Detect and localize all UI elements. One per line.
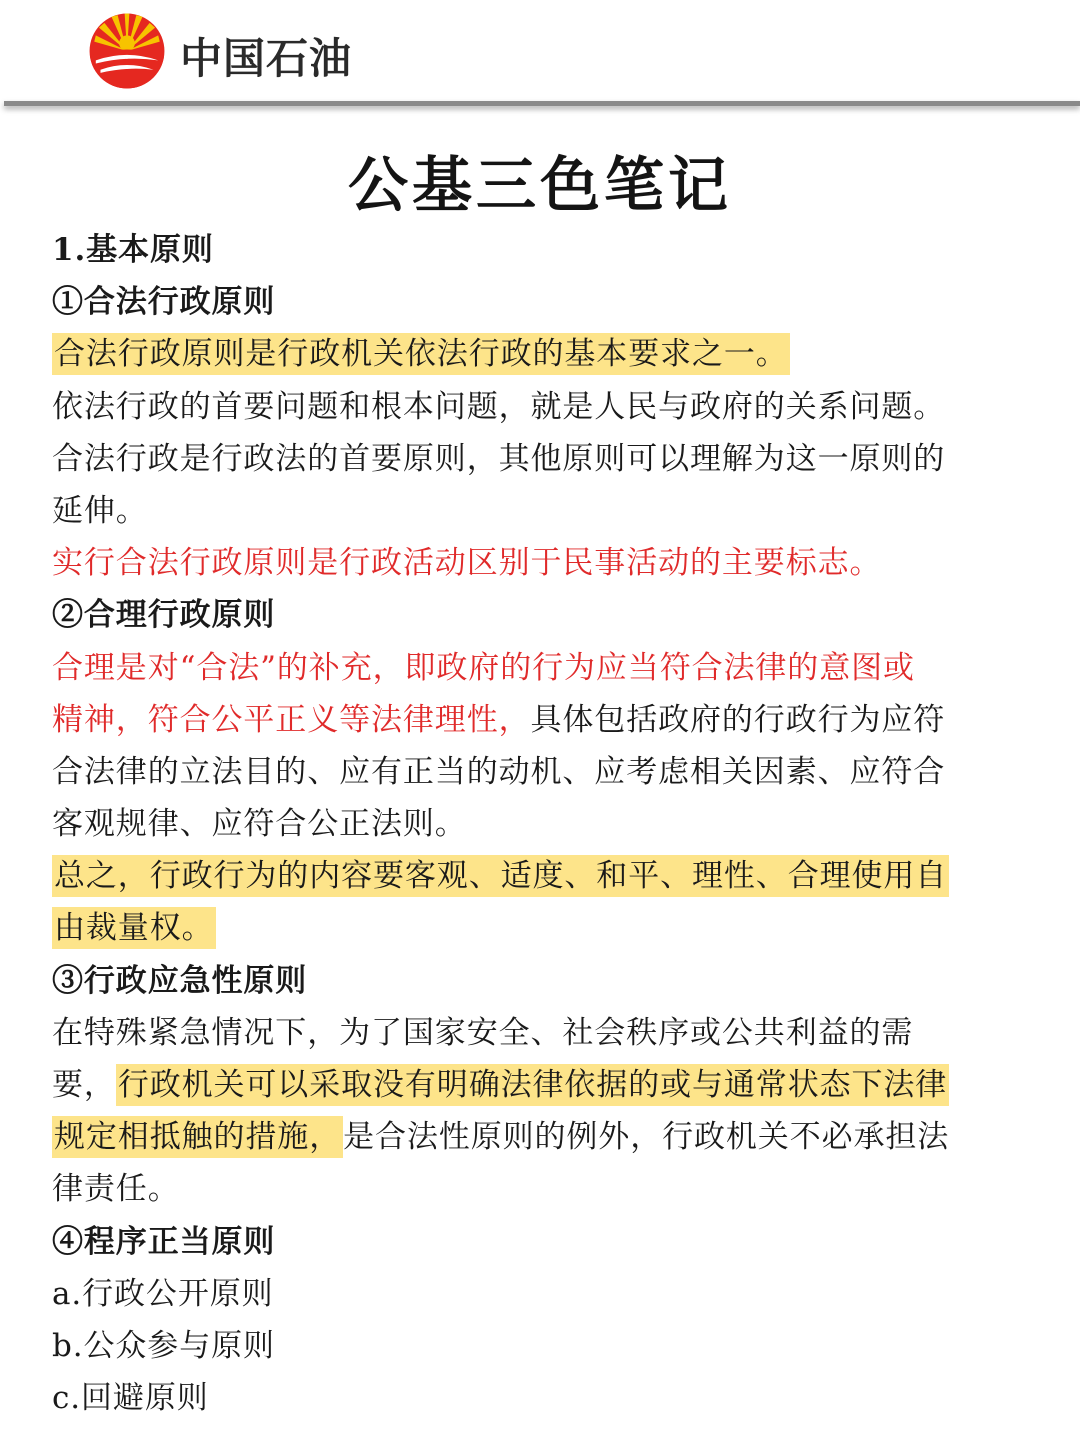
text-segment: 要， [52,1067,116,1103]
text-line [52,1111,1032,1163]
notes-content [52,224,1032,1424]
text-line: 合法行政是行政法的首要原则，其他原则可以理解为这一原则的 [52,440,946,477]
text-line: 在特殊紧急情况下，为了国家安全、社会秩序或公共利益的需 [52,1014,914,1051]
principle-heading-emergency: ③行政应急性原则 [52,962,308,999]
page-title: 公基三色笔记 [348,151,732,221]
red-key-point: 合理是对“合法”的补充，即政府的行为应当符合法律的意图或 [52,649,915,686]
text-line: 延伸。 [52,492,148,529]
red-key-point: 精神，符合公平正义等法律理性， [52,701,531,738]
principle-heading-legal: ①合法行政原则 [52,284,276,321]
brand-name: 中国石油 [180,34,353,83]
text-line: 合法律的立法目的、应有正当的动机、应考虑相关因素、应符合 [52,753,946,790]
text-line: 律责任。 [52,1171,180,1208]
text-segment: 具体包括政府的行政行为应符 [530,701,946,738]
text-line: 客观规律、应符合公正法则。 [52,806,467,843]
text-line [52,694,1032,746]
section-heading: 1.基本原则 [52,232,214,268]
header [0,0,1080,108]
highlight-emergency-measures: 规定相抵触的措施， [52,1116,343,1158]
highlight-summary: 由裁量权。 [52,907,216,949]
list-item: c.回避原则 [52,1380,209,1417]
text-line [52,1059,1032,1111]
petrochina-sun-logo-icon [88,12,166,90]
highlight-legal-basic: 合法行政原则是行政机关依法行政的基本要求之一。 [52,333,790,375]
list-item: b.公众参与原则 [52,1327,275,1364]
highlight-emergency-measures: 行政机关可以采取没有明确法律依据的或与通常状态下法律 [116,1064,949,1106]
principle-heading-reasonable: ②合理行政原则 [52,597,276,634]
highlight-summary: 总之，行政行为的内容要客观、适度、和平、理性、合理使用自 [52,855,949,897]
list-item: a.行政公开原则 [52,1275,274,1312]
text-segment: 是合法性原则的例外，行政机关不必承担法 [343,1119,950,1156]
header-divider [4,101,1080,106]
red-key-point: 实行合法行政原则是行政活动区别于民事活动的主要标志。 [52,545,882,582]
principle-heading-procedure: ④程序正当原则 [52,1223,276,1260]
text-line: 依法行政的首要问题和根本问题，就是人民与政府的关系问题。 [52,388,946,425]
